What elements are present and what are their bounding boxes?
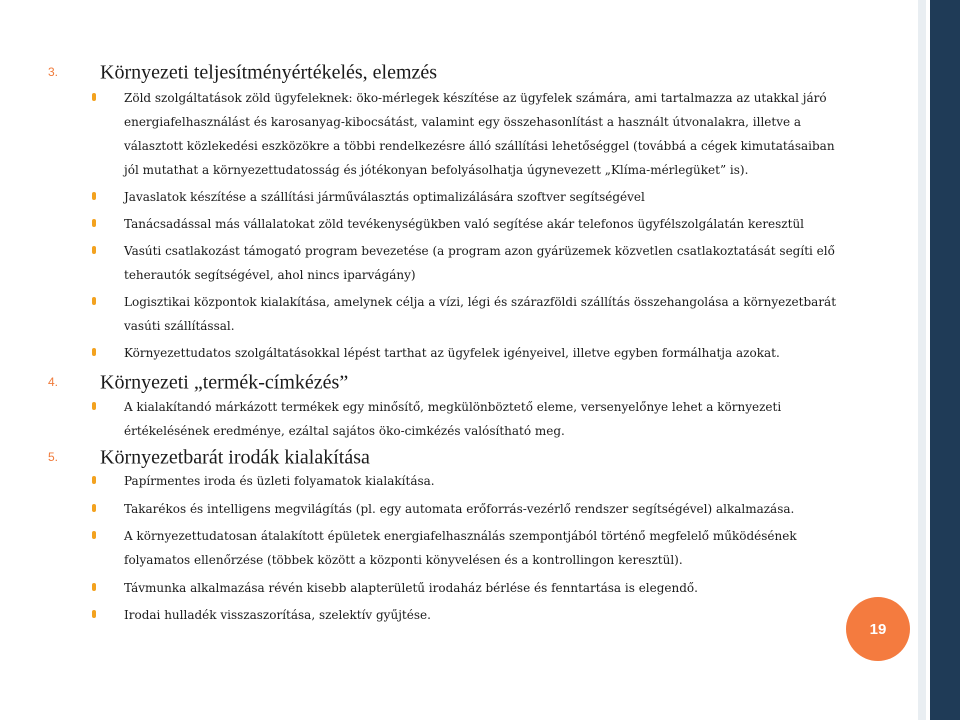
side-strip-light [918,0,926,720]
section-heading [48,59,437,84]
page-number-badge: 19 [846,597,910,661]
list-item [92,469,852,493]
list-item-text: Papírmentes iroda és üzleti folyamatok kialakítása. [124,474,435,488]
list-item-text: Környezettudatos szolgáltatásokkal lépést tarthat az ügyfelek igényeivel, illetve egyben formálhatja azokat. [124,346,780,360]
list-item [92,212,852,236]
section-heading [48,444,370,469]
list-item-text: Logisztikai központok kialakítása, amelynek célja a vízi, légi és szárazföldi szállítás összehangolása a környezetbarát vasúti szállítással. [124,295,837,333]
bullet-icon [92,583,96,591]
section-number: 3. [48,65,59,80]
bullet-icon [92,219,96,227]
list-item-text: Tanácsadással más vállalatokat zöld tevékenységükben való segítése akár telefonos ügyfélszolgálatán keresztül [124,217,805,231]
list-item [92,290,852,338]
bullet-icon [92,402,96,410]
bullet-icon [92,610,96,618]
bullet-icon [92,93,96,101]
list-item [92,603,852,627]
section-heading [48,369,348,394]
bullet-icon [92,192,96,200]
list-item-text: Takarékos és intelligens megvilágítás (pl. egy automata erőforrás-vezérlő rendszer segítségével) alkalmazása. [124,502,795,516]
list-item [92,395,852,443]
bullet-icon [92,504,96,512]
list-item-text: Zöld szolgáltatások zöld ügyfeleknek: öko-mérlegek készítése az ügyfelek számára, ami tartalmazza az utakkal járó energiafelhasználást és karosanyag-kibocsátást, valamint egy összehasonlítást a használt útvonalakra, illetve a választott közlekedési eszközökre a többi rendelkezésre álló szállítási lehetőséggel (továbbá a cégek kimutatásaiban jól mutathat a környezettudatosság és jótékonyan befolyásolhatja úgynevezett „Klíma-mérlegüket” is). [124,91,835,177]
section-number: 5. [48,450,59,465]
list-item [92,576,852,600]
list-item-text: A környezettudatosan átalakított épületek energiafelhasználás szempontjából történő megfelelő működésének folyamatos ellenőrzése (többek között a központi könyvelésen és a kontrollingon keresztül). [124,529,797,567]
list-item [92,497,852,521]
list-item-text: Vasúti csatlakozást támogató program bevezetése (a program azon gyárüzemek közvetlen csatlakoztatását segíti elő teherautók segítségével, ahol nincs iparvágány) [124,244,835,282]
bullet-icon [92,348,96,356]
bullet-icon [92,246,96,254]
list-item [92,239,852,287]
bullet-icon [92,476,96,484]
list-item [92,341,852,365]
section-number: 4. [48,375,59,390]
list-item [92,86,852,182]
list-item-text: Javaslatok készítése a szállítási járműválasztás optimalizálására szoftver segítségével [124,190,645,204]
list-item-text: A kialakítandó márkázott termékek egy minősítő, megkülönböztető eleme, versenyelőnye lehet a környezeti értékelésének eredménye, ezáltal sajátos öko-cimkézés valósítható meg. [124,400,782,438]
section-title: Környezeti „termék-címkézés” [100,371,349,394]
section-title: Környezeti teljesítményértékelés, elemzés [100,61,438,84]
side-strip-navy [930,0,960,720]
list-item [92,185,852,209]
list-item-text: Irodai hulladék visszaszorítása, szelektív gyűjtése. [124,608,431,622]
list-item-text: Távmunka alkalmazása révén kisebb alapterületű irodaház bérlése és fenntartása is elegendő. [124,581,698,595]
section-title: Környezetbarát irodák kialakítása [100,446,370,469]
bullet-icon [92,531,96,539]
list-item [92,524,852,572]
bullet-icon [92,297,96,305]
